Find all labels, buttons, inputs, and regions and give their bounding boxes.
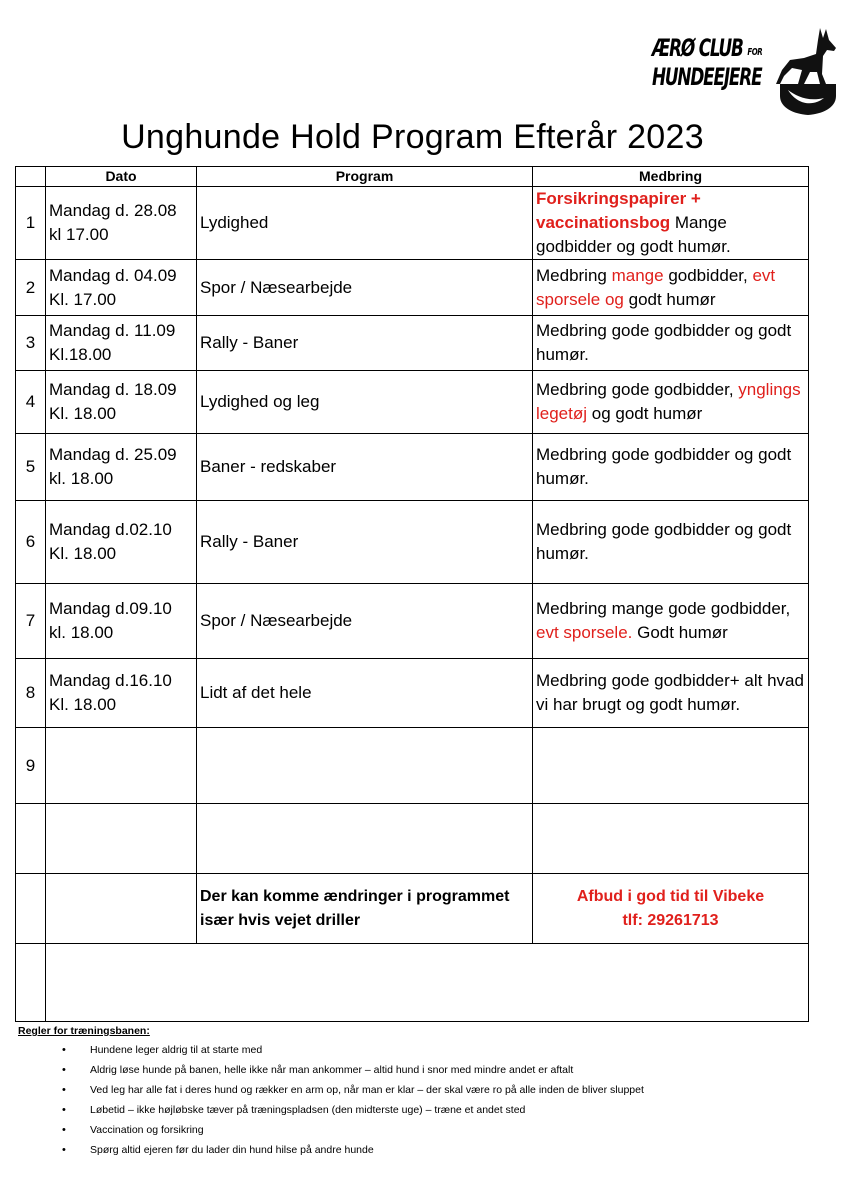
logo-text bbox=[652, 36, 762, 90]
medbring-text: Forsikringspapirer + vaccinationsbog bbox=[536, 189, 701, 232]
row-date-time: Kl. 18.00 bbox=[49, 404, 117, 423]
empty-footer-num bbox=[16, 944, 46, 1022]
table-row bbox=[16, 316, 809, 371]
row-number: 6 bbox=[16, 501, 46, 584]
row-medbring bbox=[533, 260, 809, 316]
medbring-text: Medbring gode godbidder+ alt hvad vi har brugt og godt humør. bbox=[536, 671, 804, 714]
row-number: 3 bbox=[16, 316, 46, 371]
medbring-text: evt sporsele og bbox=[536, 265, 776, 309]
row-number: 4 bbox=[16, 371, 46, 434]
row-program: Rally - Baner bbox=[197, 501, 533, 584]
empty-cell bbox=[46, 804, 197, 874]
medbring-text: Godt humør bbox=[632, 623, 728, 642]
row-date bbox=[46, 187, 197, 260]
rule-item: • Ved leg har alle fat i deres hund og rækker en arm op, når man er klar – der skal være ro på alle inden de bliver sluppet bbox=[18, 1083, 644, 1103]
rule-item: • Vaccination og forsikring bbox=[18, 1123, 644, 1143]
row-program: Spor / Næsearbejde bbox=[197, 584, 533, 659]
row-medbring bbox=[533, 728, 809, 804]
row-medbring bbox=[533, 371, 809, 434]
header-medbring: Medbring bbox=[533, 167, 809, 187]
header-num bbox=[16, 167, 46, 187]
row-date bbox=[46, 659, 197, 728]
row-date-day: Mandag d. 28.08 bbox=[49, 201, 177, 220]
logo-line2: HUNDEEJERE bbox=[652, 63, 762, 91]
row-date-time: Kl. 18.00 bbox=[49, 544, 117, 563]
dog-silhouette-icon bbox=[774, 26, 844, 116]
afbud-phone: tlf: 29261713 bbox=[622, 911, 719, 929]
row-date-day: Mandag d.02.10 bbox=[49, 520, 172, 539]
row-medbring bbox=[533, 316, 809, 371]
row-date bbox=[46, 584, 197, 659]
rule-item: • Aldrig løse hunde på banen, helle ikke når man ankommer – altid hund i snor med mindre andet er aftalt bbox=[18, 1063, 644, 1083]
row-date-day: Mandag d. 11.09 bbox=[49, 321, 176, 340]
medbring-text: godbidder, bbox=[663, 265, 753, 285]
row-date bbox=[46, 260, 197, 316]
row-number: 2 bbox=[16, 260, 46, 316]
table-row bbox=[16, 434, 809, 501]
medbring-text: mange bbox=[611, 265, 664, 285]
empty-footer-cell bbox=[46, 944, 809, 1022]
medbring-text: Medbring gode godbidder, bbox=[536, 380, 739, 399]
medbring-text: Medbring gode godbidder og godt humør. bbox=[536, 520, 792, 563]
table-row bbox=[16, 187, 809, 260]
row-date-time: kl. 18.00 bbox=[49, 469, 114, 488]
rule-item: • Spørg altid ejeren før du lader din hund hilse på andre hunde bbox=[18, 1143, 644, 1163]
table-row bbox=[16, 260, 809, 316]
logo-line1-small: FOR bbox=[747, 47, 763, 58]
row-program: Lidt af det hele bbox=[197, 659, 533, 728]
club-logo bbox=[652, 26, 842, 118]
medbring-text: godt humør bbox=[628, 289, 716, 309]
row-date bbox=[46, 501, 197, 584]
medbring-text: Medbring bbox=[536, 265, 612, 285]
table-row bbox=[16, 728, 809, 804]
row-date-day: Mandag d. 25.09 bbox=[49, 445, 177, 464]
afbud-line1: Afbud i god tid til Vibeke bbox=[576, 887, 765, 905]
row-date bbox=[46, 371, 197, 434]
medbring-text: Medbring gode godbidder og godt humør. bbox=[536, 321, 792, 364]
row-date bbox=[46, 316, 197, 371]
row-medbring bbox=[533, 434, 809, 501]
row-program bbox=[197, 728, 533, 804]
medbring-text: Mange godbidder og godt humør. bbox=[536, 213, 731, 256]
note-num-cell bbox=[16, 874, 46, 944]
header-row bbox=[16, 167, 809, 187]
row-number: 9 bbox=[16, 728, 46, 804]
medbring-text: Medbring gode godbidder og godt humør. bbox=[536, 445, 792, 488]
row-date bbox=[46, 728, 197, 804]
table-row bbox=[16, 584, 809, 659]
row-program: Spor / Næsearbejde bbox=[197, 260, 533, 316]
training-rules bbox=[18, 1025, 644, 1163]
empty-footer-row bbox=[16, 944, 809, 1022]
row-date-time: Kl.18.00 bbox=[49, 345, 112, 364]
row-date-time: Kl. 18.00 bbox=[49, 695, 117, 714]
row-date-time: Kl. 17.00 bbox=[49, 289, 117, 309]
rules-heading: Regler for træningsbanen: bbox=[18, 1025, 150, 1037]
row-program: Lydighed og leg bbox=[197, 371, 533, 434]
row-date bbox=[46, 434, 197, 501]
schedule-table bbox=[15, 166, 809, 1022]
row-number: 5 bbox=[16, 434, 46, 501]
row-medbring bbox=[533, 501, 809, 584]
row-program: Rally - Baner bbox=[197, 316, 533, 371]
medbring-text: ynglings legetøj bbox=[536, 380, 801, 423]
row-medbring bbox=[533, 584, 809, 659]
header-program: Program bbox=[197, 167, 533, 187]
note-row bbox=[16, 874, 809, 944]
row-program: Lydighed bbox=[197, 187, 533, 260]
row-date-time: kl 17.00 bbox=[49, 225, 109, 244]
row-number: 8 bbox=[16, 659, 46, 728]
rule-item: • Løbetid – ikke højløbske tæver på træningspladsen (den midterste uge) – træne et andet sted bbox=[18, 1103, 644, 1123]
row-number: 1 bbox=[16, 187, 46, 260]
row-medbring bbox=[533, 659, 809, 728]
medbring-text: og godt humør bbox=[587, 404, 703, 423]
empty-cell bbox=[197, 804, 533, 874]
empty-cell bbox=[533, 804, 809, 874]
medbring-text: Medbring mange gode godbidder, bbox=[536, 599, 791, 618]
logo-line1: ÆRØ CLUB bbox=[652, 34, 743, 62]
medbring-text: evt sporsele. bbox=[536, 623, 633, 642]
note-date-cell bbox=[46, 874, 197, 944]
table-row bbox=[16, 501, 809, 584]
header-dato: Dato bbox=[46, 167, 197, 187]
row-date-day: Mandag d. 04.09 bbox=[49, 265, 177, 285]
table-row-empty bbox=[16, 804, 809, 874]
row-date-day: Mandag d.16.10 bbox=[49, 671, 172, 690]
row-number: 7 bbox=[16, 584, 46, 659]
rule-item: • Hundene leger aldrig til at starte med bbox=[18, 1043, 644, 1063]
row-date-day: Mandag d.09.10 bbox=[49, 599, 172, 618]
table-row bbox=[16, 659, 809, 728]
program-change-note: Der kan komme ændringer i programmet især hvis vejet driller bbox=[197, 874, 533, 944]
row-date-day: Mandag d. 18.09 bbox=[49, 380, 177, 399]
afbud-cell bbox=[533, 874, 809, 944]
row-program: Baner - redskaber bbox=[197, 434, 533, 501]
row-date-time: kl. 18.00 bbox=[49, 623, 114, 642]
rules-list bbox=[18, 1043, 644, 1163]
table-row bbox=[16, 371, 809, 434]
empty-cell bbox=[16, 804, 46, 874]
page-title: Unghunde Hold Program Efterår 2023 bbox=[121, 118, 704, 156]
row-medbring bbox=[533, 187, 809, 260]
